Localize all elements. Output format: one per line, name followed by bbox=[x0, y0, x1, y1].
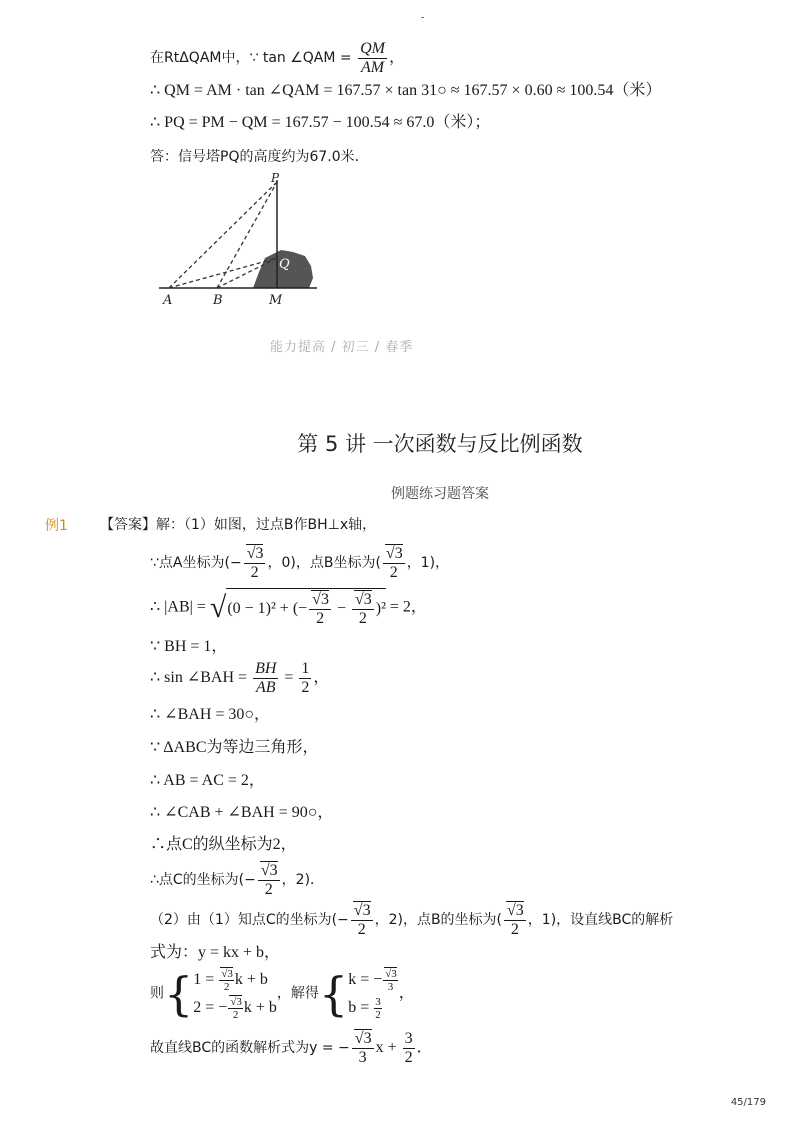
fraction bbox=[228, 996, 243, 1021]
text: 则 bbox=[150, 985, 164, 1002]
denominator: 2 bbox=[510, 921, 519, 938]
text: ． bbox=[416, 1039, 433, 1057]
label-b: B bbox=[213, 293, 223, 308]
sqrt: √3 bbox=[354, 1030, 372, 1047]
text: ，2)． bbox=[281, 872, 325, 889]
fraction bbox=[504, 902, 526, 939]
text: (0 − 1)² + (− bbox=[227, 600, 308, 618]
tower-figure bbox=[155, 170, 325, 310]
numerator: BH bbox=[255, 660, 277, 677]
ex-line-14 bbox=[150, 966, 415, 1022]
sqrt: √3 bbox=[260, 862, 278, 879]
denominator: 2 bbox=[301, 679, 310, 696]
line-tan-qam bbox=[150, 40, 405, 77]
fraction bbox=[309, 591, 331, 628]
text: ，2)，点B的坐标为( bbox=[374, 912, 503, 929]
fraction bbox=[403, 1030, 415, 1067]
fraction bbox=[253, 660, 278, 697]
text: ，1)， bbox=[406, 555, 450, 572]
text: 2 = − bbox=[193, 999, 228, 1016]
ex-line-12 bbox=[150, 902, 673, 939]
numerator: QM bbox=[360, 40, 385, 57]
sqrt: √3 bbox=[385, 545, 403, 562]
solution-system bbox=[348, 966, 399, 1022]
text: ， bbox=[398, 984, 415, 1002]
ex-line-1: 【答案】解：（1）如图，过点B作BH⊥x轴， bbox=[100, 517, 377, 533]
ex-line-2 bbox=[150, 545, 449, 582]
numerator: 3 bbox=[404, 1030, 413, 1047]
numerator: 1 bbox=[301, 660, 310, 677]
text: ，1)，设直线BC的解析 bbox=[527, 912, 674, 929]
ex-line-11 bbox=[150, 862, 324, 899]
denominator: AB bbox=[255, 679, 276, 696]
page-number: 45/179 bbox=[730, 1097, 766, 1108]
example-label: 例1 bbox=[45, 518, 68, 534]
fraction bbox=[258, 862, 280, 899]
radicand bbox=[226, 588, 386, 628]
left-brace: { bbox=[318, 967, 349, 1021]
equation-system bbox=[193, 966, 277, 1022]
label-a: A bbox=[163, 293, 173, 308]
denominator: 2 bbox=[404, 1049, 413, 1066]
text: k + b bbox=[243, 999, 277, 1016]
text: ，解得 bbox=[276, 985, 319, 1002]
ex-line-13: 式为：y = kx + b， bbox=[150, 944, 281, 961]
text: = 2， bbox=[385, 598, 427, 616]
ex-line-5 bbox=[150, 660, 329, 697]
denominator: 2 bbox=[264, 881, 273, 898]
sqrt: √3 bbox=[246, 545, 264, 562]
fraction bbox=[352, 591, 374, 628]
label-p: P bbox=[271, 171, 280, 185]
ex-line-4: ∵ BH = 1， bbox=[150, 638, 228, 655]
fraction bbox=[352, 1030, 374, 1067]
denominator: 2 bbox=[358, 610, 367, 627]
text: ， bbox=[388, 49, 405, 67]
ex-line-9: ∴ ∠CAB + ∠BAH = 90○， bbox=[150, 804, 334, 821]
label-q: Q bbox=[279, 257, 290, 272]
fraction bbox=[358, 40, 387, 77]
sqrt: √3 bbox=[353, 902, 371, 919]
fraction bbox=[351, 902, 373, 939]
denominator: AM bbox=[360, 59, 385, 76]
text: = bbox=[280, 669, 298, 687]
text: 1 = bbox=[193, 971, 219, 988]
text: ∵点A坐标为(− bbox=[150, 555, 242, 572]
denominator: 2 bbox=[232, 1008, 239, 1021]
text: ∴ |AB| = bbox=[150, 598, 210, 616]
text: x + bbox=[375, 1039, 401, 1057]
lecture-title: 第 5 讲 一次函数与反比例函数 bbox=[297, 432, 583, 456]
fraction bbox=[244, 545, 266, 582]
numerator: 3 bbox=[375, 995, 381, 1008]
section-subtitle: 例题练习题答案 bbox=[391, 486, 489, 502]
ex-line-7: ∵ ΔABC为等边三角形， bbox=[150, 739, 319, 756]
denominator: 2 bbox=[316, 610, 325, 627]
sqrt: √3 bbox=[385, 967, 397, 980]
left-brace: { bbox=[164, 967, 194, 1021]
text: ∴ sin ∠BAH = bbox=[150, 669, 252, 687]
sqrt: √3 bbox=[507, 902, 524, 919]
ex-line-6: ∴ ∠BAH = 30○， bbox=[150, 706, 271, 723]
text: ，0)，点B坐标为( bbox=[267, 555, 381, 572]
text: （2）由（1）知点C的坐标为(− bbox=[150, 912, 349, 929]
text: ∴点C的坐标为(− bbox=[150, 872, 256, 889]
text: 在RtΔQAM中，∵ tan ∠QAM = bbox=[150, 50, 357, 67]
text: − bbox=[332, 600, 350, 618]
sqrt: √3 bbox=[221, 967, 233, 980]
text: k = − bbox=[348, 971, 383, 988]
fraction bbox=[383, 968, 398, 993]
text: )² bbox=[375, 600, 386, 618]
ex-line-3: ∴ |AB| = √(0 − 1)² + (− $\frac{√3}{2}$ − $\frac{√3}{2}$ )² = 2， bbox=[150, 588, 427, 628]
text: 故直线BC的函数解析式为y = − bbox=[150, 1040, 350, 1057]
label-m: M bbox=[269, 293, 283, 308]
denominator: 3 bbox=[387, 980, 394, 993]
fraction bbox=[374, 996, 382, 1021]
ex-line-15 bbox=[150, 1030, 433, 1067]
denominator: 2 bbox=[223, 980, 230, 993]
sqrt: √3 bbox=[230, 995, 242, 1008]
fraction bbox=[219, 968, 234, 993]
sqrt: √3 bbox=[312, 591, 329, 608]
fraction bbox=[299, 660, 311, 697]
fraction bbox=[383, 545, 405, 582]
text: k + b bbox=[234, 971, 268, 988]
ex-line-8: ∴ AB = AC = 2， bbox=[150, 772, 265, 789]
sqrt: √3 bbox=[354, 591, 372, 608]
ex-line-10: ∴点C的纵坐标为2， bbox=[150, 836, 297, 853]
denominator: 3 bbox=[358, 1049, 367, 1066]
page-footer: 能力提高 / 初三 / 春季 bbox=[270, 340, 414, 355]
denominator: 2 bbox=[250, 564, 259, 581]
line-qm: ∴ QM = AM · tan ∠QAM = 167.57 × tan 31○ ≈ 167.57 × 0.60 ≈ 100.54（米） bbox=[150, 82, 662, 99]
text: b = bbox=[348, 999, 374, 1016]
top-tick: - bbox=[421, 12, 425, 23]
denominator: 2 bbox=[389, 564, 398, 581]
text: ， bbox=[313, 669, 330, 687]
line-pq: ∴ PQ = PM − QM = 167.57 − 100.54 ≈ 67.0（米）； bbox=[150, 114, 491, 131]
denominator: 2 bbox=[357, 921, 366, 938]
line-answer: 答：信号塔PQ的高度约为67.0米． bbox=[150, 149, 369, 165]
denominator: 2 bbox=[375, 1008, 381, 1021]
